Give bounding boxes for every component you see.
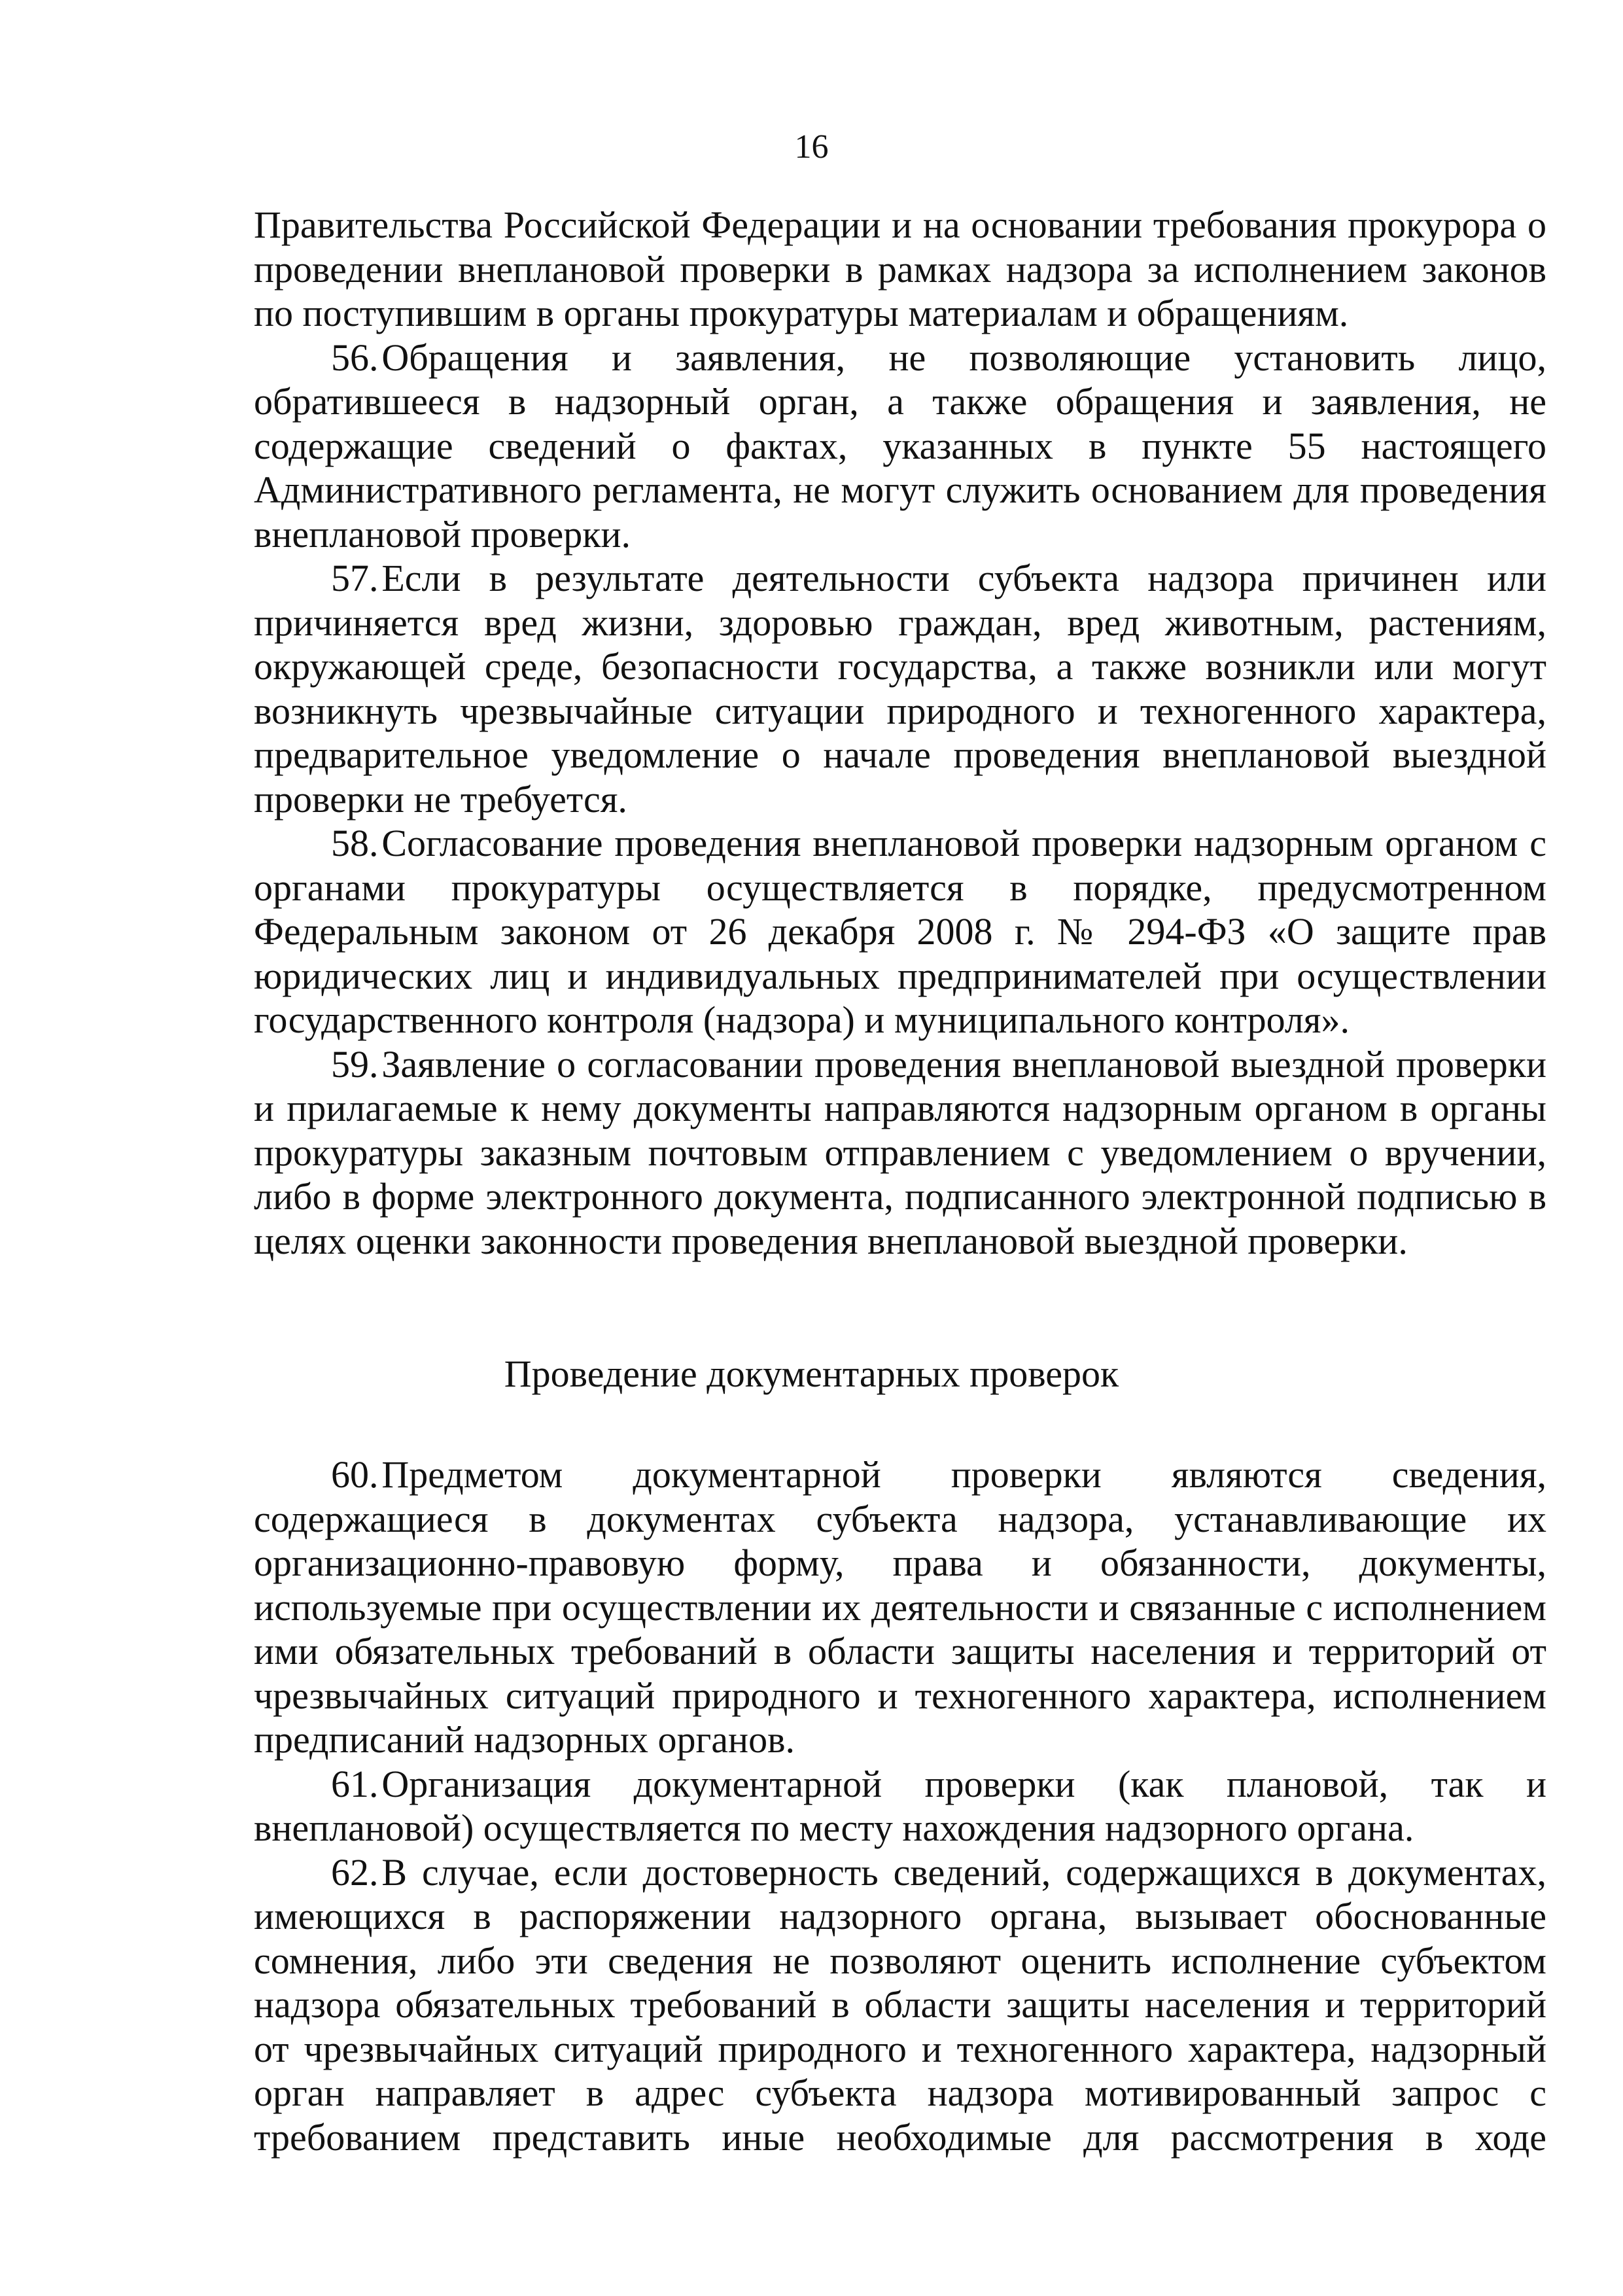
- paragraph-intro: Правительства Российской Федерации и на основании требования прокурора о проведении внеплановой проверки в рамках надзора за исполнением законов по поступившим в органы прокуратуры материалам и обращениям.: [254, 203, 1546, 334]
- paragraph-number: 62.: [331, 1850, 379, 1894]
- text-block-bottom: [254, 1453, 1546, 2159]
- paragraph-56: [254, 336, 1546, 557]
- text-block-top: [254, 203, 1546, 1263]
- paragraph-text: Если в результате деятельности субъекта надзора причинен или причиняется вред жизни, здоровью граждан, вред животным, растениям, окружающей среде, безопасности государства, а также возникли или могут возникнуть чрезвычайные ситуации природного и техногенного характера, предварительное уведомление о начале проведения внеплановой выездной проверки не требуется.: [254, 557, 1546, 821]
- paragraph-57: [254, 556, 1546, 821]
- paragraph-number: 57.: [331, 557, 379, 599]
- paragraph-number: 59.: [331, 1042, 379, 1086]
- section-heading: Проведение документарных проверок: [504, 1352, 1119, 1395]
- paragraph-number: 61.: [331, 1762, 379, 1805]
- paragraph-58: [254, 821, 1546, 1042]
- paragraph-text: Обращения и заявления, не позволяющие установить лицо, обратившееся в надзорный орган, а также обращения и заявления, не содержащие сведений о фактах, указанных в пункте 55 настоящего Административного регламента, не могут служить основанием для проведения внеплановой проверки.: [254, 336, 1546, 556]
- page-number: 16: [794, 128, 829, 166]
- paragraph-61: [254, 1762, 1546, 1850]
- paragraph-text: Организация документарной проверки (как плановой, так и внеплановой) осуществляется по месту нахождения надзорного органа.: [254, 1762, 1546, 1849]
- paragraph-60: [254, 1453, 1546, 1762]
- paragraph-text: Заявление о согласовании проведения внеплановой выездной проверки и прилагаемые к нему документы направляются надзорным органом в органы прокуратуры заказным почтовым отправлением с уведомлением о вручении, либо в форме электронного документа, подписанного электронной подписью в целях оценки законности проведения внеплановой выездной проверки.: [254, 1042, 1546, 1262]
- paragraph-number: 60.: [331, 1453, 379, 1496]
- paragraph-59: [254, 1042, 1546, 1263]
- paragraph-number: 56.: [331, 336, 379, 379]
- paragraph-text: Согласование проведения внеплановой проверки надзорным органом с органами прокуратуры осуществляется в порядке, предусмотренном Федеральным законом от 26 декабря 2008 г. № 294-ФЗ «О защите прав юридических лиц и индивидуальных предпринимателей при осуществлении государственного контроля (надзора) и муниципального контроля».: [254, 822, 1546, 1041]
- paragraph-text: Предметом документарной проверки являются сведения, содержащиеся в документах субъекта надзора, устанавливающие их организационно-правовую форму, права и обязанности, документы, используемые при осуществлении их деятельности и связанные с исполнением ими обязательных требований в области защиты населения и территорий от чрезвычайных ситуаций природного и техногенного характера, исполнением предписаний надзорных органов.: [254, 1453, 1546, 1761]
- paragraph-number: 58.: [331, 822, 379, 864]
- paragraph-62: [254, 1850, 1546, 2160]
- paragraph-text: В случае, если достоверность сведений, содержащихся в документах, имеющихся в распоряжении надзорного органа, вызывает обоснованные сомнения, либо эти сведения не позволяют оценить исполнение субъектом надзора обязательных требований в области защиты населения и территорий от чрезвычайных ситуаций природного и техногенного характера, надзорный орган направляет в адрес субъекта надзора мотивированный запрос с требованием представить иные необходимые для рассмотрения в ходе: [254, 1850, 1546, 2159]
